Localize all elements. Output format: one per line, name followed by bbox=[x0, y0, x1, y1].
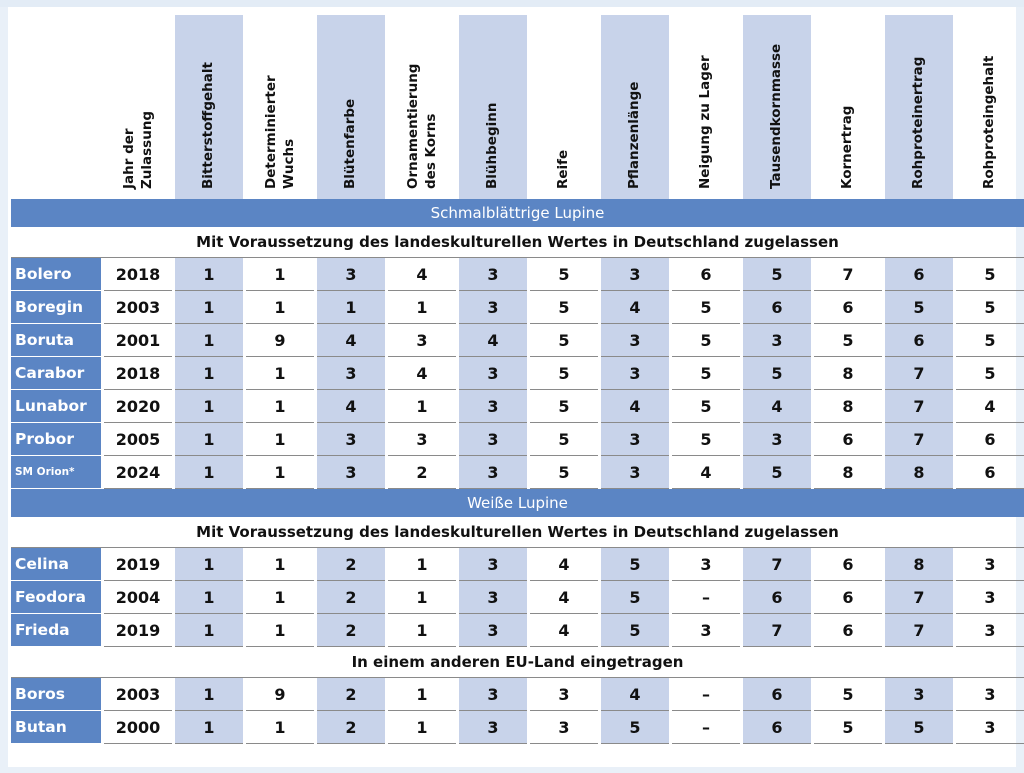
subsection-title: Mit Voraussetzung des landeskulturellen Wertes in Deutschland zugelassen bbox=[11, 227, 1024, 258]
table-cell: 3 bbox=[530, 678, 598, 711]
table-cell: 3 bbox=[388, 324, 456, 357]
table-cell: 1 bbox=[175, 548, 243, 581]
subsection-row bbox=[11, 647, 1024, 678]
table-cell: 1 bbox=[175, 614, 243, 647]
table-cell: 7 bbox=[885, 390, 953, 423]
group-weisse-de bbox=[11, 548, 1024, 647]
variety-name: SM Orion* bbox=[11, 456, 101, 489]
table-cell: 3 bbox=[459, 390, 527, 423]
table-cell: 5 bbox=[814, 678, 882, 711]
table-cell: 3 bbox=[459, 678, 527, 711]
table-cell: 1 bbox=[246, 357, 314, 390]
cell-year: 2020 bbox=[104, 390, 172, 423]
header-tausendkornmasse: Tausendkornmasse bbox=[743, 15, 811, 199]
table-cell: 3 bbox=[459, 581, 527, 614]
table-cell: 1 bbox=[246, 390, 314, 423]
table-cell: 3 bbox=[601, 324, 669, 357]
table-cell: 4 bbox=[601, 390, 669, 423]
table-cell: 3 bbox=[388, 423, 456, 456]
table-cell: 5 bbox=[743, 456, 811, 489]
variety-name: Celina bbox=[11, 548, 101, 581]
table-cell: 3 bbox=[459, 548, 527, 581]
table-row bbox=[11, 711, 1024, 744]
table-cell: 4 bbox=[388, 258, 456, 291]
table-cell: 3 bbox=[601, 456, 669, 489]
table-cell: 2 bbox=[388, 456, 456, 489]
table-cell: 5 bbox=[601, 581, 669, 614]
subsection-title: In einem anderen EU-Land eingetragen bbox=[11, 647, 1024, 678]
header-ornamentierung: Ornamentierung des Korns bbox=[405, 63, 439, 189]
table-cell: 1 bbox=[246, 614, 314, 647]
table-cell: 5 bbox=[956, 291, 1024, 324]
table-cell: 9 bbox=[246, 678, 314, 711]
table-cell: 5 bbox=[814, 324, 882, 357]
table-cell: 1 bbox=[175, 678, 243, 711]
table-cell: 7 bbox=[885, 357, 953, 390]
table-row bbox=[11, 291, 1024, 324]
table-cell: 1 bbox=[175, 357, 243, 390]
variety-table bbox=[8, 15, 1024, 744]
table-cell: 3 bbox=[601, 357, 669, 390]
table-cell: 3 bbox=[459, 258, 527, 291]
table-cell: 4 bbox=[317, 390, 385, 423]
table-cell: 5 bbox=[743, 258, 811, 291]
table-row bbox=[11, 456, 1024, 489]
table-cell: 3 bbox=[743, 423, 811, 456]
table-cell: 5 bbox=[530, 324, 598, 357]
table-cell: 5 bbox=[601, 711, 669, 744]
table-cell: 3 bbox=[956, 711, 1024, 744]
table-cell: 1 bbox=[175, 456, 243, 489]
header-rohproteinertrag: Rohproteinertrag bbox=[885, 15, 953, 199]
table-cell: 6 bbox=[885, 324, 953, 357]
table-cell: 6 bbox=[743, 678, 811, 711]
header-year: Jahr der Zulassung bbox=[121, 110, 155, 189]
table-cell: 7 bbox=[885, 423, 953, 456]
table-cell: 5 bbox=[601, 548, 669, 581]
table-cell: 7 bbox=[885, 581, 953, 614]
header-pflanzenlaenge: Pflanzenlänge bbox=[601, 15, 669, 199]
table-cell: 5 bbox=[601, 614, 669, 647]
header-kornertrag: Kornertrag bbox=[839, 105, 855, 189]
cell-year: 2024 bbox=[104, 456, 172, 489]
table-cell: 4 bbox=[956, 390, 1024, 423]
table-cell: 7 bbox=[743, 548, 811, 581]
table-cell: 1 bbox=[175, 581, 243, 614]
table-cell: 3 bbox=[956, 614, 1024, 647]
section-title: Weiße Lupine bbox=[11, 489, 1024, 517]
table-cell: 6 bbox=[743, 581, 811, 614]
table-cell: 8 bbox=[885, 548, 953, 581]
cell-year: 2018 bbox=[104, 357, 172, 390]
table-cell: 1 bbox=[388, 581, 456, 614]
table-cell: 2 bbox=[317, 614, 385, 647]
table-cell: 6 bbox=[743, 291, 811, 324]
table-row bbox=[11, 614, 1024, 647]
table-cell: – bbox=[672, 711, 740, 744]
table-cell: 3 bbox=[956, 581, 1024, 614]
table-cell: 3 bbox=[956, 548, 1024, 581]
table-cell: 1 bbox=[246, 291, 314, 324]
table-cell: 1 bbox=[388, 678, 456, 711]
table-row bbox=[11, 548, 1024, 581]
table-cell: 3 bbox=[672, 548, 740, 581]
header-bitterstoffgehalt: Bitterstoffgehalt bbox=[175, 15, 243, 199]
subsection-title: Mit Voraussetzung des landeskulturellen Wertes in Deutschland zugelassen bbox=[11, 517, 1024, 548]
table-cell: 1 bbox=[175, 291, 243, 324]
cell-year: 2018 bbox=[104, 258, 172, 291]
table-row bbox=[11, 324, 1024, 357]
table-cell: 3 bbox=[459, 711, 527, 744]
table-cell: 1 bbox=[388, 390, 456, 423]
table-cell: 7 bbox=[885, 614, 953, 647]
table-cell: 6 bbox=[885, 258, 953, 291]
table-cell: 3 bbox=[672, 614, 740, 647]
table-cell: 1 bbox=[175, 324, 243, 357]
section-title: Schmalblättrige Lupine bbox=[11, 199, 1024, 227]
table-cell: 3 bbox=[885, 678, 953, 711]
table-cell: 3 bbox=[317, 258, 385, 291]
table-cell: 3 bbox=[459, 456, 527, 489]
table-cell: 4 bbox=[317, 324, 385, 357]
table-cell: 3 bbox=[317, 357, 385, 390]
variety-name: Boruta bbox=[11, 324, 101, 357]
table-cell: 3 bbox=[956, 678, 1024, 711]
table-cell: 5 bbox=[885, 711, 953, 744]
table-cell: 3 bbox=[601, 423, 669, 456]
table-cell: 4 bbox=[601, 678, 669, 711]
table-cell: 3 bbox=[317, 456, 385, 489]
table-cell: 1 bbox=[175, 258, 243, 291]
table-cell: 3 bbox=[459, 291, 527, 324]
header-bluetenfarbe: Blütenfarbe bbox=[317, 15, 385, 199]
table-cell: 2 bbox=[317, 548, 385, 581]
table-cell: 5 bbox=[672, 324, 740, 357]
table-row bbox=[11, 390, 1024, 423]
table-cell: 5 bbox=[956, 258, 1024, 291]
variety-name: Probor bbox=[11, 423, 101, 456]
table-cell: 5 bbox=[956, 324, 1024, 357]
top-strip bbox=[0, 0, 1024, 7]
table-cell: 5 bbox=[743, 357, 811, 390]
section-band bbox=[11, 199, 1024, 227]
header-row bbox=[11, 15, 1024, 199]
group-schmalblaettrig bbox=[11, 258, 1024, 489]
table-cell: 5 bbox=[530, 423, 598, 456]
variety-name: Bolero bbox=[11, 258, 101, 291]
table-cell: 3 bbox=[530, 711, 598, 744]
table-cell: 6 bbox=[956, 456, 1024, 489]
table-cell: 3 bbox=[743, 324, 811, 357]
cell-year: 2003 bbox=[104, 678, 172, 711]
table-cell: 8 bbox=[885, 456, 953, 489]
table-cell: 3 bbox=[459, 357, 527, 390]
header-neigung-zu-lager: Neigung zu Lager bbox=[697, 55, 713, 189]
table-cell: 5 bbox=[672, 423, 740, 456]
cell-year: 2019 bbox=[104, 548, 172, 581]
table-cell: 5 bbox=[672, 357, 740, 390]
variety-name: Feodora bbox=[11, 581, 101, 614]
table-cell: 3 bbox=[459, 423, 527, 456]
table-cell: 1 bbox=[175, 390, 243, 423]
cell-year: 2000 bbox=[104, 711, 172, 744]
table-row bbox=[11, 258, 1024, 291]
table-cell: 7 bbox=[814, 258, 882, 291]
table-row bbox=[11, 423, 1024, 456]
table-cell: 5 bbox=[814, 711, 882, 744]
table-row bbox=[11, 581, 1024, 614]
table-cell: 2 bbox=[317, 678, 385, 711]
header-corner bbox=[11, 15, 101, 199]
cell-year: 2005 bbox=[104, 423, 172, 456]
table-cell: 1 bbox=[175, 711, 243, 744]
table-cell: 3 bbox=[317, 423, 385, 456]
table-cell: 8 bbox=[814, 456, 882, 489]
group-weisse-eu bbox=[11, 678, 1024, 744]
table-row bbox=[11, 357, 1024, 390]
table-cell: 6 bbox=[956, 423, 1024, 456]
table-cell: 1 bbox=[246, 581, 314, 614]
table-cell: – bbox=[672, 581, 740, 614]
section-band bbox=[11, 489, 1024, 517]
table-cell: 1 bbox=[246, 456, 314, 489]
table-cell: 8 bbox=[814, 390, 882, 423]
table-cell: 1 bbox=[246, 258, 314, 291]
table-cell: 3 bbox=[459, 614, 527, 647]
table-cell: 5 bbox=[530, 456, 598, 489]
table-cell: 5 bbox=[885, 291, 953, 324]
cell-year: 2001 bbox=[104, 324, 172, 357]
table-cell: 1 bbox=[246, 711, 314, 744]
variety-name: Boros bbox=[11, 678, 101, 711]
table-cell: 1 bbox=[175, 423, 243, 456]
table-cell: 4 bbox=[459, 324, 527, 357]
table-cell: 1 bbox=[388, 614, 456, 647]
table-cell: 1 bbox=[388, 548, 456, 581]
table-cell: 8 bbox=[814, 357, 882, 390]
table-cell: 4 bbox=[530, 581, 598, 614]
table-cell: 6 bbox=[814, 548, 882, 581]
table-cell: 4 bbox=[743, 390, 811, 423]
table-cell: 1 bbox=[246, 548, 314, 581]
table-cell: 4 bbox=[601, 291, 669, 324]
table-cell: 6 bbox=[814, 614, 882, 647]
table-cell: 2 bbox=[317, 581, 385, 614]
header-determinierter-wuchs: Determinierter Wuchs bbox=[263, 75, 297, 189]
header-rohproteingehalt: Rohproteingehalt bbox=[981, 55, 997, 189]
table-cell: 4 bbox=[530, 614, 598, 647]
table-cell: 6 bbox=[672, 258, 740, 291]
table-row bbox=[11, 678, 1024, 711]
table-cell: 7 bbox=[743, 614, 811, 647]
table-cell: 4 bbox=[530, 548, 598, 581]
table-cell: 2 bbox=[317, 711, 385, 744]
header-bluehbeginn: Blühbeginn bbox=[459, 15, 527, 199]
table-cell: 3 bbox=[601, 258, 669, 291]
table-cell: 5 bbox=[530, 357, 598, 390]
table-cell: 1 bbox=[246, 423, 314, 456]
table-cell: 6 bbox=[814, 581, 882, 614]
table-cell: 6 bbox=[814, 423, 882, 456]
table-cell: 5 bbox=[956, 357, 1024, 390]
header-reife: Reife bbox=[555, 149, 571, 189]
cell-year: 2004 bbox=[104, 581, 172, 614]
variety-name: Lunabor bbox=[11, 390, 101, 423]
variety-name: Carabor bbox=[11, 357, 101, 390]
cell-year: 2019 bbox=[104, 614, 172, 647]
table-cell: 5 bbox=[672, 291, 740, 324]
table-cell: 4 bbox=[388, 357, 456, 390]
table-cell: 1 bbox=[317, 291, 385, 324]
table-cell: – bbox=[672, 678, 740, 711]
variety-name: Frieda bbox=[11, 614, 101, 647]
lupine-variety-table-sheet bbox=[8, 7, 1016, 767]
table-cell: 4 bbox=[672, 456, 740, 489]
variety-name: Boregin bbox=[11, 291, 101, 324]
variety-name: Butan bbox=[11, 711, 101, 744]
table-cell: 9 bbox=[246, 324, 314, 357]
table-cell: 5 bbox=[530, 258, 598, 291]
table-cell: 6 bbox=[814, 291, 882, 324]
table-cell: 5 bbox=[530, 390, 598, 423]
table-cell: 5 bbox=[530, 291, 598, 324]
cell-year: 2003 bbox=[104, 291, 172, 324]
table-cell: 1 bbox=[388, 711, 456, 744]
table-cell: 6 bbox=[743, 711, 811, 744]
subsection-row bbox=[11, 517, 1024, 548]
subsection-row bbox=[11, 227, 1024, 258]
table-cell: 1 bbox=[388, 291, 456, 324]
table-cell: 5 bbox=[672, 390, 740, 423]
